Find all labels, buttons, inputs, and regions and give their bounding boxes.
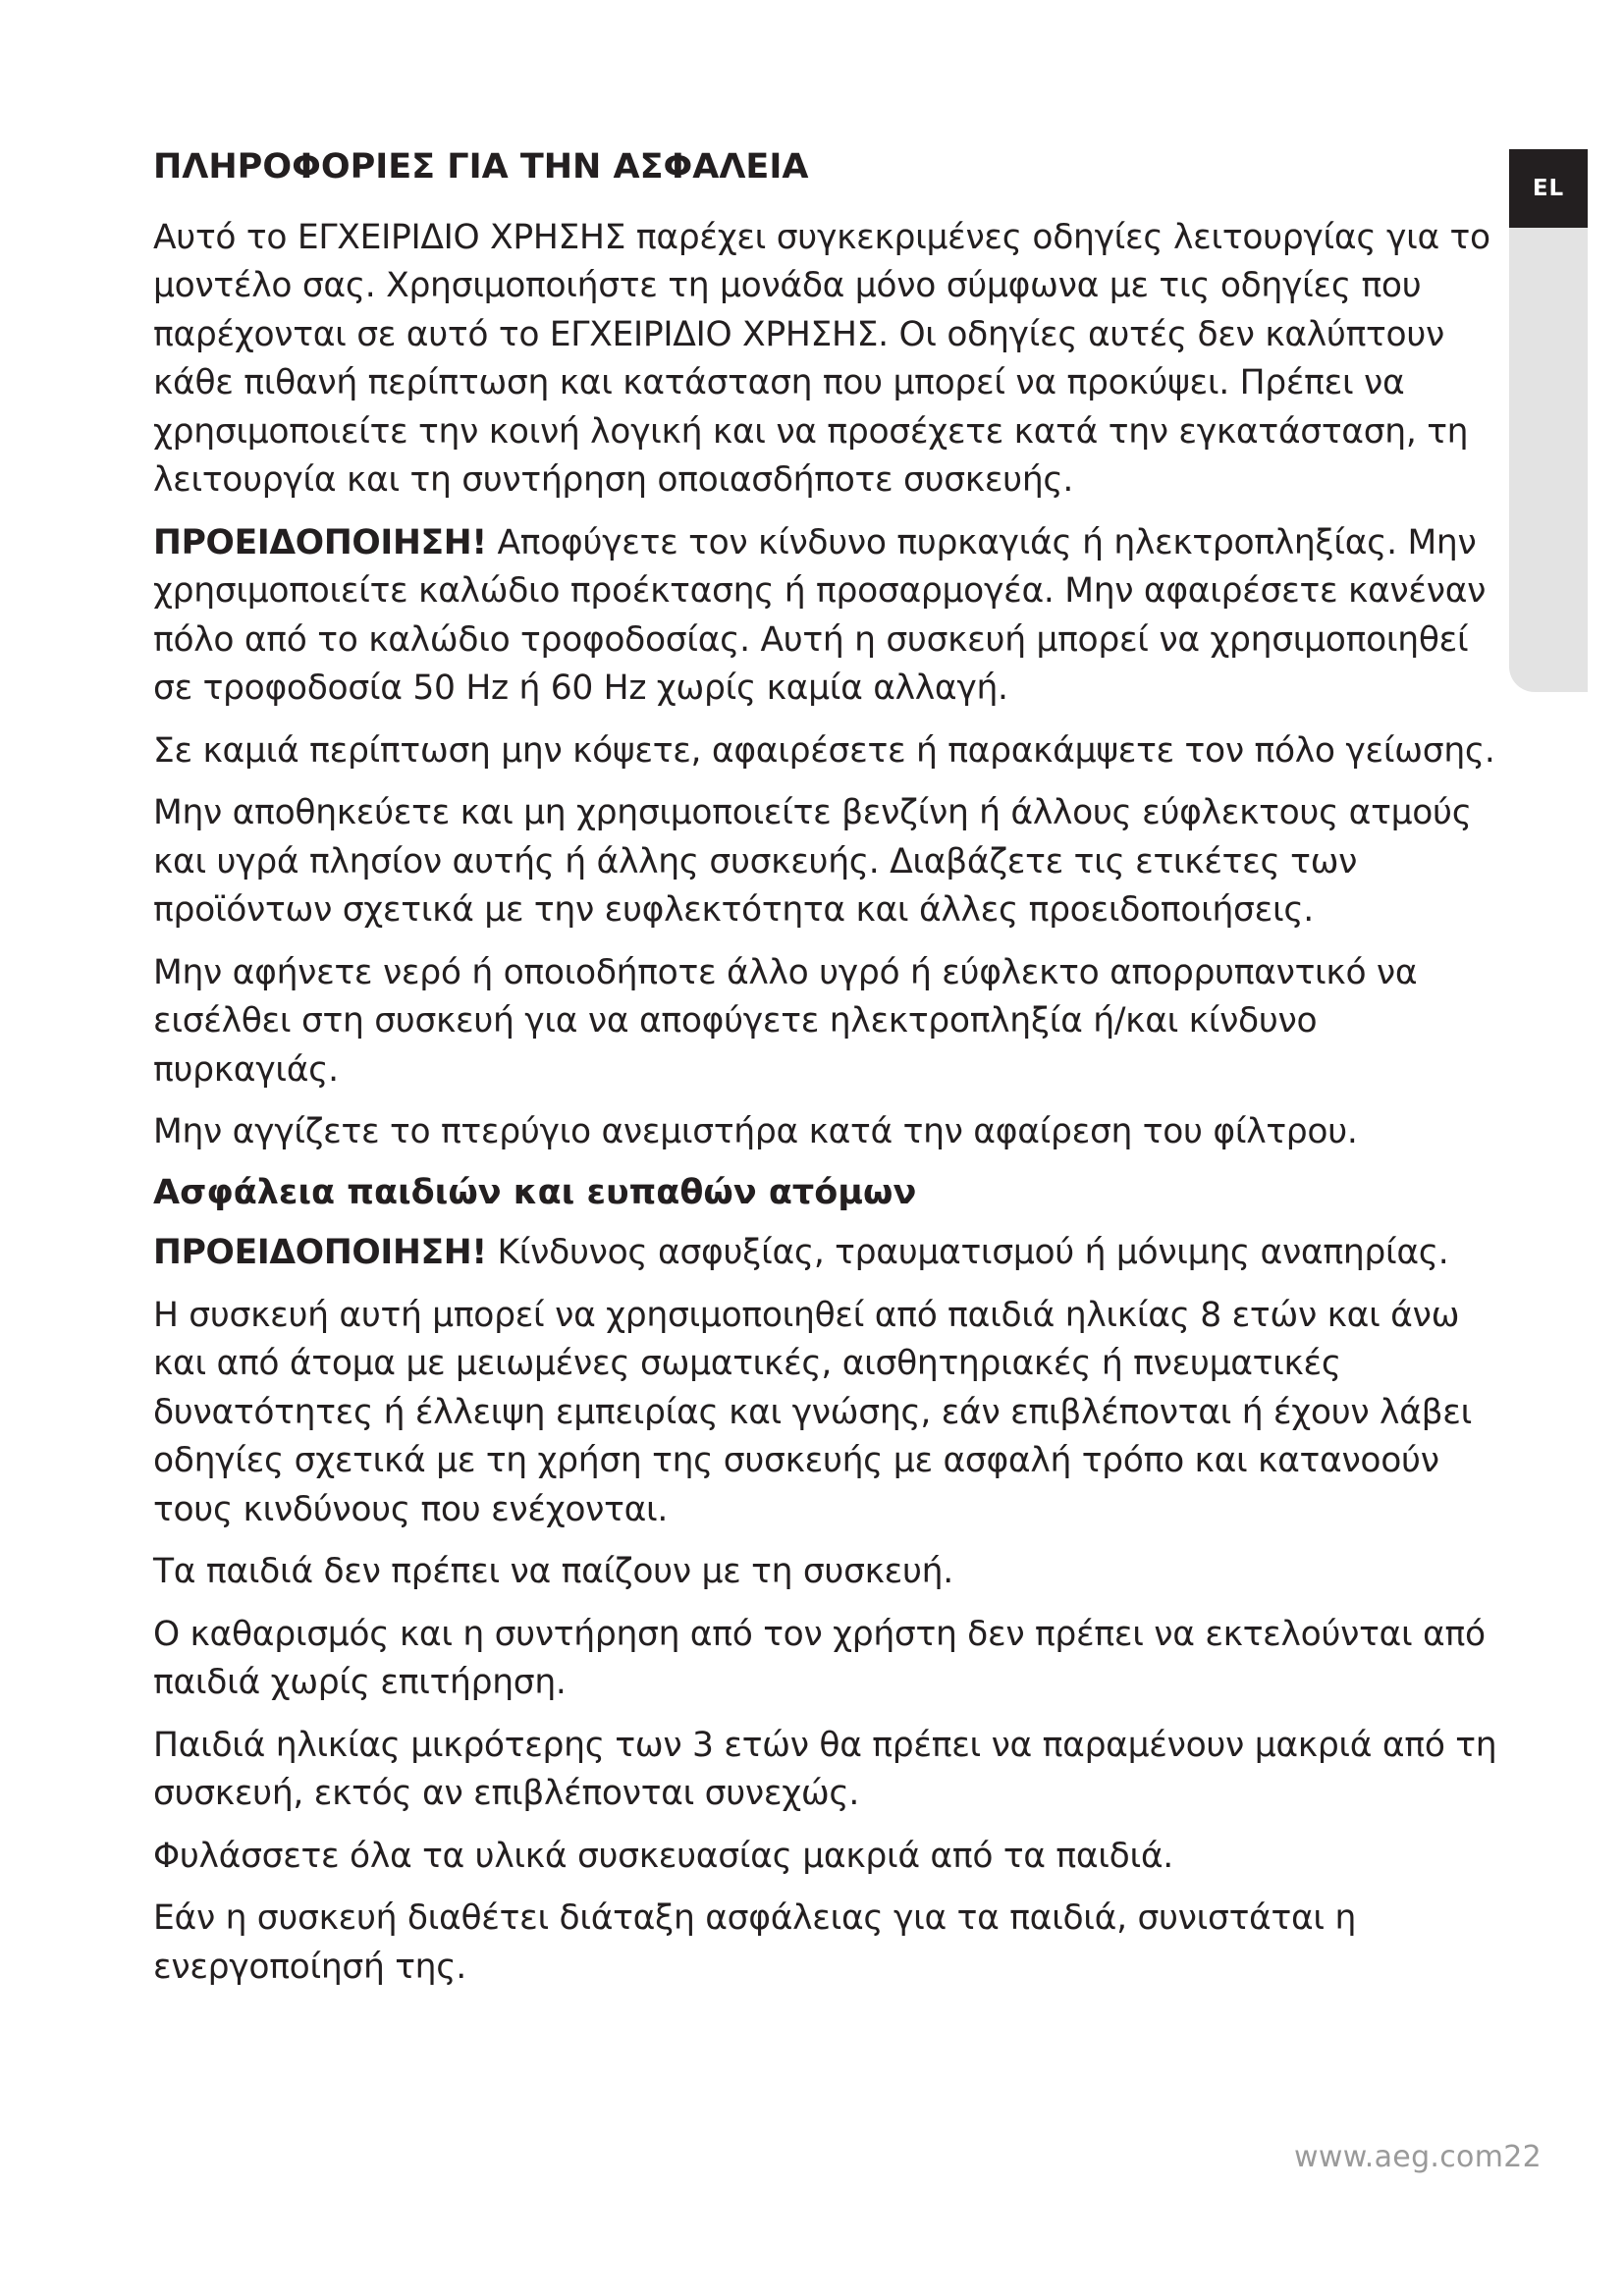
paragraph-children-age: Η συσκευή αυτή μπορεί να χρησιμοποιηθεί από παιδιά ηλικίας 8 ετών και άνω και από άτομα με μειωμένες σωματικές, αισθητηριακές ή πνευματικές δυνατότητες ή έλλειψη εμπειρίας και γνώσης, εάν επιβλέπονται ή έχουν λάβει οδηγίες σχετικά με τη χρήση της συσκευής με ασφαλή τρόπο και κατανοούν τους κινδύνους που ενέχονται. xyxy=(153,1295,1473,1529)
paragraph-fan-blade: Μην αγγίζετε το πτερύγιο ανεμιστήρα κατά την αφαίρεση του φίλτρου. xyxy=(153,1112,1358,1151)
paragraph-packaging: Φυλάσσετε όλα τα υλικά συσκευασίας μακριά από τα παιδιά. xyxy=(153,1836,1173,1876)
page-content xyxy=(153,145,1498,2005)
warning-label: ΠΡΟΕΙΔΟΠΟΙΗΣΗ! xyxy=(153,1233,487,1272)
paragraph-under-3: Παιδιά ηλικίας μικρότερης των 3 ετών θα πρέπει να παραμένουν μακριά από τη συσκευή, εκτός αν επιβλέπονται συνεχώς. xyxy=(153,1725,1497,1813)
language-tab-label: EL xyxy=(1509,149,1588,228)
paragraph-grounding: Σε καμιά περίπτωση μην κόψετε, αφαιρέσετε ή παρακάμψετε τον πόλο γείωσης. xyxy=(153,730,1495,771)
page-title: ΠΛΗΡΟΦΟΡΙΕΣ ΓΙΑ ΤΗΝ ΑΣΦΑΛΕΙΑ xyxy=(153,147,809,187)
paragraph-flammables: Μην αποθηκεύετε και μη χρησιμοποιείτε βενζίνη ή άλλους εύφλεκτους ατμούς και υγρά πλησίον αυτής ή άλλης συσκευής. Διαβάζετε τις ετικέτες των προϊόντων σχετικά με την ευφλεκτότητα και άλλες προειδοποιήσεις. xyxy=(153,793,1472,930)
paragraph-warning-suffocation xyxy=(153,1229,1498,1278)
paragraph-child-lock: Εάν η συσκευή διαθέτει διάταξη ασφάλειας για τα παιδιά, συνιστάται η ενεργοποίησή της. xyxy=(153,1898,1357,1987)
paragraph-warning-fire xyxy=(153,519,1498,714)
language-side-tab xyxy=(1509,149,1588,692)
footer-url-page-number: www.aeg.com22 xyxy=(1294,2140,1542,2174)
paragraph-manual-intro: Αυτό το ΕΓΧΕΙΡΙΔΙΟ ΧΡΗΣΗΣ παρέχει συγκεκριμένες οδηγίες λειτουργίας για το μοντέλο σας. Χρησιμοποιήστε τη μονάδα μόνο σύμφωνα με τις οδηγίες που παρέχονται σε αυτό το ΕΓΧΕΙΡΙΔΙΟ ΧΡΗΣΗΣ. Οι οδηγίες αυτές δεν καλύπτουν κάθε πιθανή περίπτωση και κατάσταση που μπορεί να προκύψει. Πρέπει να χρησιμοποιείτε την κοινή λογική και να προσέχετε κατά την εγκατάσταση, τη λειτουργία και τη συντήρηση οποιασδήποτε συσκευής. xyxy=(153,217,1490,500)
paragraph-cleaning: Ο καθαρισμός και η συντήρηση από τον χρήστη δεν πρέπει να εκτελούνται από παιδιά χωρίς επιτήρηση. xyxy=(153,1614,1486,1702)
section-heading-child-safety: Ασφάλεια παιδιών και ευπαθών ατόμων xyxy=(153,1172,917,1212)
warning-label: ΠΡΟΕΙΔΟΠΟΙΗΣΗ! xyxy=(153,522,487,562)
paragraph-children-play: Τα παιδιά δεν πρέπει να παίζουν με τη συσκευή. xyxy=(153,1552,953,1591)
paragraph-liquids: Μην αφήνετε νερό ή οποιοδήποτε άλλο υγρό ή εύφλεκτο απορρυπαντικό να εισέλθει στη συσκευή για να αποφύγετε ηλεκτροπληξία ή/και κίνδυνο πυρκαγιάς. xyxy=(153,952,1418,1090)
warning-text: Αποφύγετε τον κίνδυνο πυρκαγιάς ή ηλεκτροπληξίας. Μην χρησιμοποιείτε καλώδιο προέκτασης ή προσαρμογέα. Μην αφαιρέσετε κανέναν πόλο από το καλώδιο τροφοδοσίας. Αυτή η συσκευή μπορεί να χρησιμοποιηθεί σε τροφοδοσία 50 Hz ή 60 Hz χωρίς καμία αλλαγή. xyxy=(153,522,1487,708)
warning-text: Κίνδυνος ασφυξίας, τραυματισμού ή μόνιμης αναπηρίας. xyxy=(486,1233,1449,1272)
